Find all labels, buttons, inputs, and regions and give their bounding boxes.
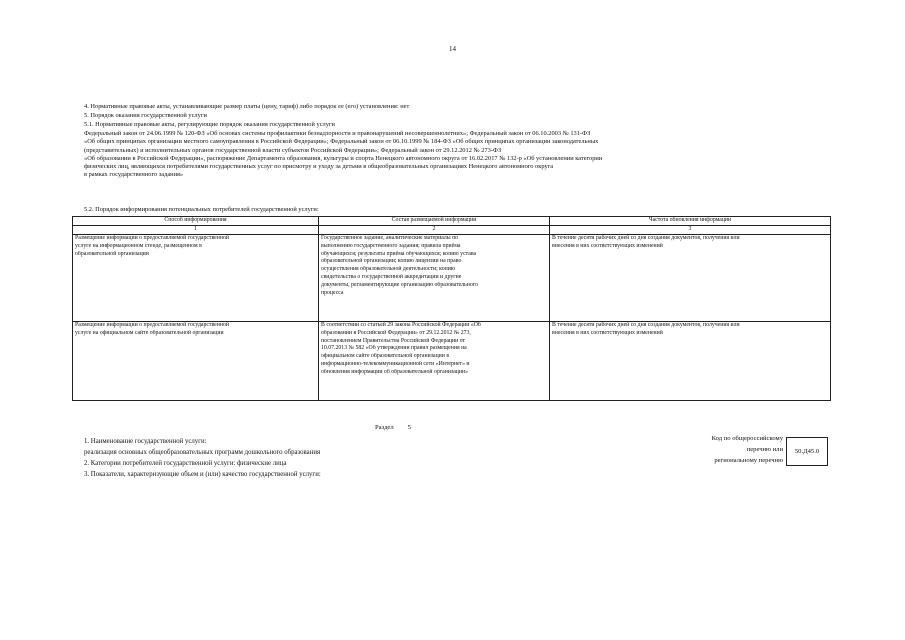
law-text-line: «Об образовании в Российской Федерации», распоряжение Департамента образования, культуры и спорта Ненецкого автономного округа от 16.02.2017 № 132-р «Об установлении категории — [84, 154, 603, 162]
cell-line: документы, регламентирующие организацию образовательного — [321, 281, 478, 288]
column-header-frequency: Частота обновления информации — [550, 217, 831, 226]
law-text-line: физических лиц, являющихся потребителями государственных услуг по присмотру и уходу за детьми в общеобразовательных организациях Ненецкого автономного округа — [84, 163, 554, 171]
cell-line: услуге на информационном стенде, размещенном в — [75, 242, 202, 249]
table-number-row — [73, 226, 831, 235]
code-label-line: Код по общероссийскому — [711, 435, 783, 442]
column-number: 2 — [319, 226, 550, 235]
cell-line: Размещение информации о предоставляемой государственной — [75, 322, 229, 328]
cell-line: информационно-телекоммуникационной сети «Интернет» и — [321, 360, 470, 367]
law-text-line: в рамках государственного задания» — [84, 171, 184, 179]
paragraph-legal-acts: 5.1. Нормативные правовые акты, регулирующие порядок оказания государственной услуги — [84, 121, 335, 128]
section-label: Раздел — [375, 424, 394, 431]
service-line: 1. Наименование государственной услуги: — [84, 438, 207, 445]
cell-line: образовании в Российской Федерации» от 29.12.2012 № 273, — [321, 329, 471, 336]
cell-line: осуществления образовательной деятельности; копию — [321, 266, 456, 273]
cell-line: В течение десяти рабочих дней со дня создания документов, получения или — [552, 322, 740, 328]
cell-line: обновления информации об образовательной организации» — [321, 368, 468, 375]
cell-line: официальном сайте образовательной организации в — [321, 353, 450, 360]
table-row — [73, 322, 831, 401]
service-line: 2. Категории потребителей государственной услуги: физические лица — [84, 460, 287, 467]
cell-method — [73, 235, 319, 322]
section-title — [375, 424, 425, 431]
law-text-line: «Об общих принципах организации местного самоуправления в Российской Федерации»; Федеральный закон от 06.10.1999 № 184-ФЗ «Об общих принципах организации законодательных — [84, 138, 599, 146]
cell-line: образовательной организации — [75, 250, 149, 257]
cell-method — [73, 322, 319, 401]
code-label-line: перечню или — [746, 446, 783, 453]
service-line: реализация основных общеобразовательных программ дошкольного образования — [84, 449, 321, 456]
cell-line: В соответствии со статьей 29 закона Российской Федерации «Об — [321, 322, 481, 328]
code-label-line: региональному перечню — [714, 457, 783, 464]
cell-line: обучающихся; результаты приёма обучающихся; копию устава — [321, 250, 477, 257]
cell-line: образовательной организации; копию лицензии на право — [321, 258, 462, 265]
table-heading: 5.2. Порядок информирования потенциальных потребителей государственной услуги: — [84, 206, 319, 213]
cell-content — [319, 322, 550, 401]
service-line: 3. Показатели, характеризующие объем и (или) качество государственной услуги: — [84, 471, 321, 478]
column-number: 1 — [73, 226, 319, 235]
cell-line: выполнению государственного задания; правила приёма — [321, 242, 461, 249]
information-table — [72, 216, 831, 401]
table-row — [73, 235, 831, 322]
section-number: 5 — [407, 424, 411, 431]
law-text-block — [84, 130, 819, 180]
registry-code-box: 50.Д45.0 — [786, 437, 828, 466]
cell-frequency — [550, 235, 831, 322]
cell-line: внесения в них соответствующих изменений — [552, 242, 663, 249]
cell-line: процесса — [321, 289, 344, 296]
law-text-line: (представительных) и исполнительных органов государственной власти субъектов Российской Федерации»; Федеральный закон от 29.12.2012 № 273-ФЗ — [84, 146, 502, 154]
cell-line: услуге на официальном сайте образовательной организации — [75, 329, 224, 336]
cell-line: В течение десяти рабочих дней со дня создания документов, получения или — [552, 235, 740, 241]
column-header-method: Способ информирования — [73, 217, 319, 226]
cell-line: свидетельства о государственной аккредитации и другие — [321, 273, 462, 280]
cell-line: внесения в них соответствующих изменений — [552, 329, 663, 336]
cell-frequency — [550, 322, 831, 401]
service-description — [84, 436, 321, 480]
paragraph-tariff: 4. Нормативные правовые акты, устанавливающие размер платы (цену, тариф) либо порядок ее (его) установления: нет — [84, 103, 410, 110]
column-header-content: Состав размещаемой информации — [319, 217, 550, 226]
cell-line: 10.07.2013 № 582 «Об утверждении правил размещения на — [321, 345, 467, 352]
cell-line: Размещение информации о предоставляемой государственной — [75, 235, 229, 241]
page-number: 14 — [449, 45, 456, 53]
law-text-line: Федеральный закон от 24.06.1999 № 120-ФЗ «Об основах системы профилактики безнадзорности и правонарушений несовершеннолетних»; Федеральный закон от 06.10.2003 № 131-ФЗ — [84, 130, 591, 137]
cell-line: Государственное задание, аналитические материалы по — [321, 235, 459, 241]
table-header-row — [73, 217, 831, 226]
column-number: 3 — [550, 226, 831, 235]
code-label — [655, 433, 783, 466]
cell-line: постановлением Правительства Российской Федерации от — [321, 337, 466, 344]
cell-content — [319, 235, 550, 322]
paragraph-procedure: 5. Порядок оказания государственной услуги — [84, 112, 207, 119]
